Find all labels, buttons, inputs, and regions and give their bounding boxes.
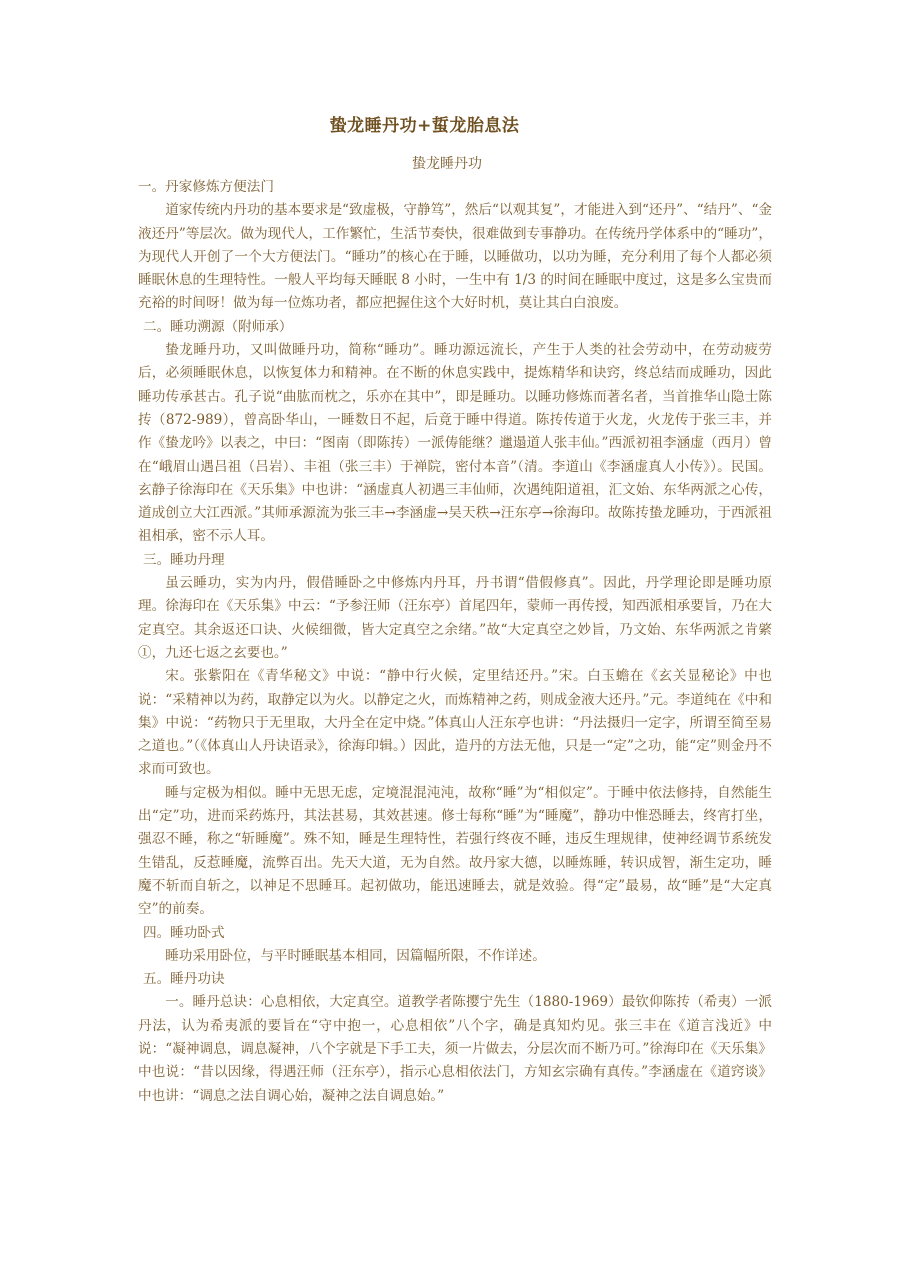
section-heading-3: 三。睡功丹理	[143, 551, 225, 568]
document-body	[138, 176, 772, 1108]
section-heading-4: 四。睡功卧式	[143, 924, 225, 941]
section-3-paragraph-3: 睡与定极为相似。睡中无思无虑，定境混混沌沌，故称“睡”为“相似定”。于睡中依法修持，自然能生出“定”功，进而采药炼丹，其法甚易，其效甚速。修士每称“睡”为“睡魔”，静功中惟恐睡去，终宵打坐，强忍不睡，称之“斩睡魔”。殊不知，睡是生理特性，若强行终夜不睡，违反生理规律，使神经调节系统发生错乱，反惹睡魔，流弊百出。先天大道，无为自然。故丹家大德，以睡炼睡，转识成智，渐生定功，睡魔不斩而自斩之，以神足不思睡耳。起初做功，能迅速睡去，就是效验。得“定”最易，故“睡”是“大定真空”的前奏。	[138, 784, 772, 918]
section-5-paragraph-1: 一。睡丹总诀：心息相依，大定真空。道教学者陈撄宁先生（1880-1969）最钦仰陈抟（希夷）一派丹法，认为希夷派的要旨在“守中抱一，心息相依”八个字，确是真知灼见。张三丰在《道言浅近》中说：“凝神调息，调息凝神，八个字就是下手工夫，须一片做去，分层次而不断乃可。”徐海印在《天乐集》中也说：“昔以因缘，得遇汪师（汪东亭），指示心息相依法门，方知玄宗确有真传。”李涵虚在《道窍谈》中也讲：“调息之法自调心始，凝神之法自调息始。”	[138, 994, 772, 1104]
section-heading-1: 一。丹家修炼方便法门	[138, 179, 274, 195]
document-subtitle: 蛰龙睡丹功	[412, 156, 482, 172]
section-heading-5: 五。睡丹功诀	[143, 971, 225, 988]
document-title: 蛰龙睡丹功+蜇龙胎息法	[329, 116, 520, 136]
section-heading-2: 二。睡功溯源（附师承）	[143, 318, 293, 335]
section-3-paragraph-1: 虽云睡功，实为内丹，假借睡卧之中修炼内丹耳，丹书谓“借假修真”。因此，丹学理论即是睡功原理。徐海印在《天乐集》中云：“予参汪师（汪东亭）首尾四年，蒙师一再传授，知西派相承要旨，乃在大定真空。其余返还口诀、火候细微，皆大定真空之余绪。”故“大定真空之妙旨，乃文始、东华两派之肯綮①，九还七返之玄要也。”	[138, 575, 772, 661]
section-3-paragraph-2: 宋。张紫阳在《青华秘文》中说：“静中行火候，定里结还丹。”宋。白玉蟾在《玄关显秘论》中也说：“采精神以为药，取静定以为火。以静定之火，而炼精神之药，则成金液大还丹。”元。李道纯在《中和集》中说：“药物只于无里取，大丹全在定中烧。”体真山人汪东亭也讲：“丹法摄归一定字，所谓至简至易之道也。”（《体真山人丹诀语录》，徐海印辑。）因此，造丹的方法无他，只是一“定”之功，能“定”则金丹不求而可致也。	[138, 668, 772, 778]
section-4-paragraph-1: 睡功采用卧位，与平时睡眠基本相同，因篇幅所限，不作详述。	[165, 947, 546, 964]
section-1-paragraph-1: 道家传统内丹功的基本要求是“致虚极，守静笃”，然后“以观其复”，才能进入到“还丹”、“结丹”、“金液还丹”等层次。做为现代人，工作繁忙，生活节奏快，很难做到专事静功。在传统丹学体系中的“睡功”，为现代人开创了一个大方便法门。“睡功”的核心在于睡，以睡做功，以功为睡，充分利用了每个人都必须睡眠休息的生理特性。一般人平均每天睡眠 8 小时，一生中有 1/3 的时间在睡眠中度过，这是多么宝贵而充裕的时间呀！做为每一位炼功者，都应把握住这个大好时机，莫让其白白浪废。	[138, 202, 772, 312]
section-2-paragraph-1: 蛰龙睡丹功，又叫做睡丹功，简称“睡功”。睡功源远流长，产生于人类的社会劳动中，在劳动疲劳后，必须睡眠休息，以恢复体力和精神。在不断的休息实践中，提炼精华和诀窍，终总结而成睡功，因此睡功传承甚古。孔子说“曲肱而枕之，乐亦在其中”，即是睡功。以睡功修炼而著名者，当首推华山隐士陈抟（872-989），曾高卧华山，一睡数日不起，后竟于睡中得道。陈抟传道于火龙，火龙传于张三丰，并作《蛰龙吟》以表之，中曰：“图南（即陈抟）一派俦能继？邋遢道人张丰仙。”西派初祖李涵虚（西月）曾在“峨眉山遇吕祖（吕岩）、丰祖（张三丰）于禅院，密付本音”（清。李道山《李涵虚真人小传》）。民国。玄静子徐海印在《天乐集》中也讲：“涵虚真人初遇三丰仙师，次遇纯阳道祖，汇文始、东华两派之心传，道成创立大江西派。”其师承源流为张三丰→李涵虚→吴天秩→汪东亭→徐海印。故陈抟蛰龙睡功，于西派祖祖相承，密不示人耳。	[138, 342, 772, 545]
